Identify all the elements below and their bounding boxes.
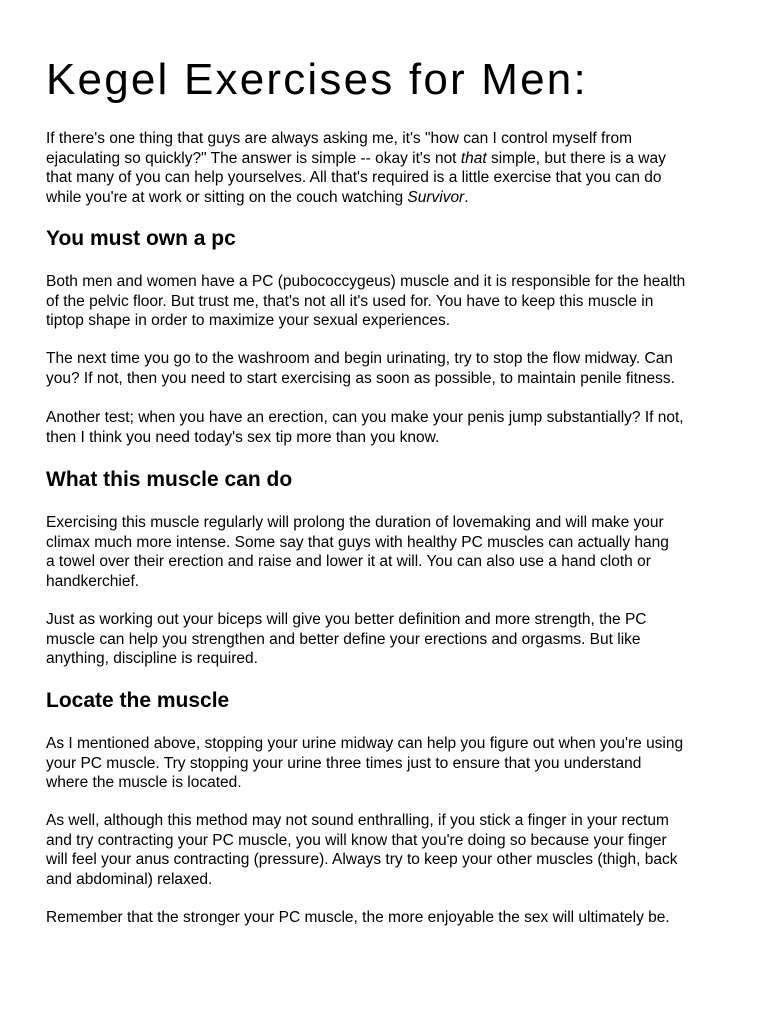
section3-paragraph-2 <box>46 811 736 889</box>
document-title: Kegel Exercises for Men: <box>46 55 588 104</box>
paragraph-line: a towel over their erection and raise and lower it at will. You can also use a hand cloth or <box>46 553 651 570</box>
paragraph-line: The next time you go to the washroom and begin urinating, try to stop the flow midway. Can <box>46 350 673 367</box>
intro-line-2 <box>46 149 736 169</box>
section2-paragraph-2 <box>46 610 736 669</box>
intro-line-1: If there's one thing that guys are always asking me, it's "how can I control myself from <box>46 130 633 147</box>
section-heading-own-a-pc: You must own a pc <box>46 227 236 250</box>
intro-line-4-emphasis: Survivor <box>407 188 465 206</box>
paragraph-line: Remember that the stronger your PC muscle, the more enjoyable the sex will ultimately be. <box>46 909 670 926</box>
paragraph-line: tiptop shape in order to maximize your sexual experiences. <box>46 312 451 329</box>
paragraph-line: then I think you need today's sex tip more than you know. <box>46 428 440 446</box>
section2-paragraph-1 <box>46 513 736 591</box>
intro-line-4-text-a: while you're at work or sitting on the couch watching <box>46 188 408 206</box>
paragraph-line: As I mentioned above, stopping your urine midway can help you figure out when you're using <box>46 735 684 752</box>
section-heading-muscle-can-do: What this muscle can do <box>46 468 293 491</box>
paragraph-line: Exercising this muscle regularly will prolong the duration of lovemaking and will make your <box>46 514 664 531</box>
section3-paragraph-1 <box>46 734 736 793</box>
paragraph-line: and abdominal) relaxed. <box>46 870 213 888</box>
section1-paragraph-3 <box>46 408 736 447</box>
paragraph-line: you? If not, then you need to start exercising as soon as possible, to maintain penile fitness. <box>46 369 675 387</box>
section-heading-locate-muscle: Locate the muscle <box>46 689 230 712</box>
intro-line-2-emphasis: that <box>460 149 487 167</box>
paragraph-line: handkerchief. <box>46 572 140 590</box>
section1-paragraph-1 <box>46 272 736 331</box>
paragraph-line: of the pelvic floor. But trust me, that's not all it's used for. You have to keep this muscle in <box>46 292 654 310</box>
paragraph-line: Another test; when you have an erection, can you make your penis jump substantially? If not, <box>46 409 684 426</box>
paragraph-line: Just as working out your biceps will give you better definition and more strength, the PC <box>46 611 647 628</box>
paragraph-line: climax much more intense. Some say that guys with healthy PC muscles can actually hang <box>46 533 669 551</box>
paragraph-line: anything, discipline is required. <box>46 650 258 667</box>
intro-line-4-text-b: . <box>464 188 469 206</box>
intro-line-3: that many of you can help yourselves. All that's required is a little exercise that you can do <box>46 169 662 186</box>
paragraph-line: As well, although this method may not sound enthralling, if you stick a finger in your rectum <box>46 812 669 829</box>
paragraph-line: and try contracting your PC muscle, you will know that you're doing so because your finger <box>46 831 667 849</box>
paragraph-line: Both men and women have a PC (pubococcygeus) muscle and it is responsible for the health <box>46 273 686 290</box>
intro-line-2-text-b: simple, but there is a way <box>486 149 666 167</box>
section1-paragraph-2 <box>46 349 736 388</box>
intro-paragraph <box>46 129 736 207</box>
section3-paragraph-3 <box>46 908 736 928</box>
paragraph-line: will feel your anus contracting (pressure). Always try to keep your other muscles (thigh, back <box>46 851 678 868</box>
paragraph-line: muscle can help you strengthen and better define your erections and orgasms. But like <box>46 630 641 648</box>
paragraph-line: your PC muscle. Try stopping your urine three times just to ensure that you understand <box>46 754 642 772</box>
paragraph-line: where the muscle is located. <box>46 774 242 791</box>
intro-line-4 <box>46 188 736 208</box>
intro-line-2-text-a: ejaculating so quickly?" The answer is simple -- okay it's not <box>46 149 461 167</box>
